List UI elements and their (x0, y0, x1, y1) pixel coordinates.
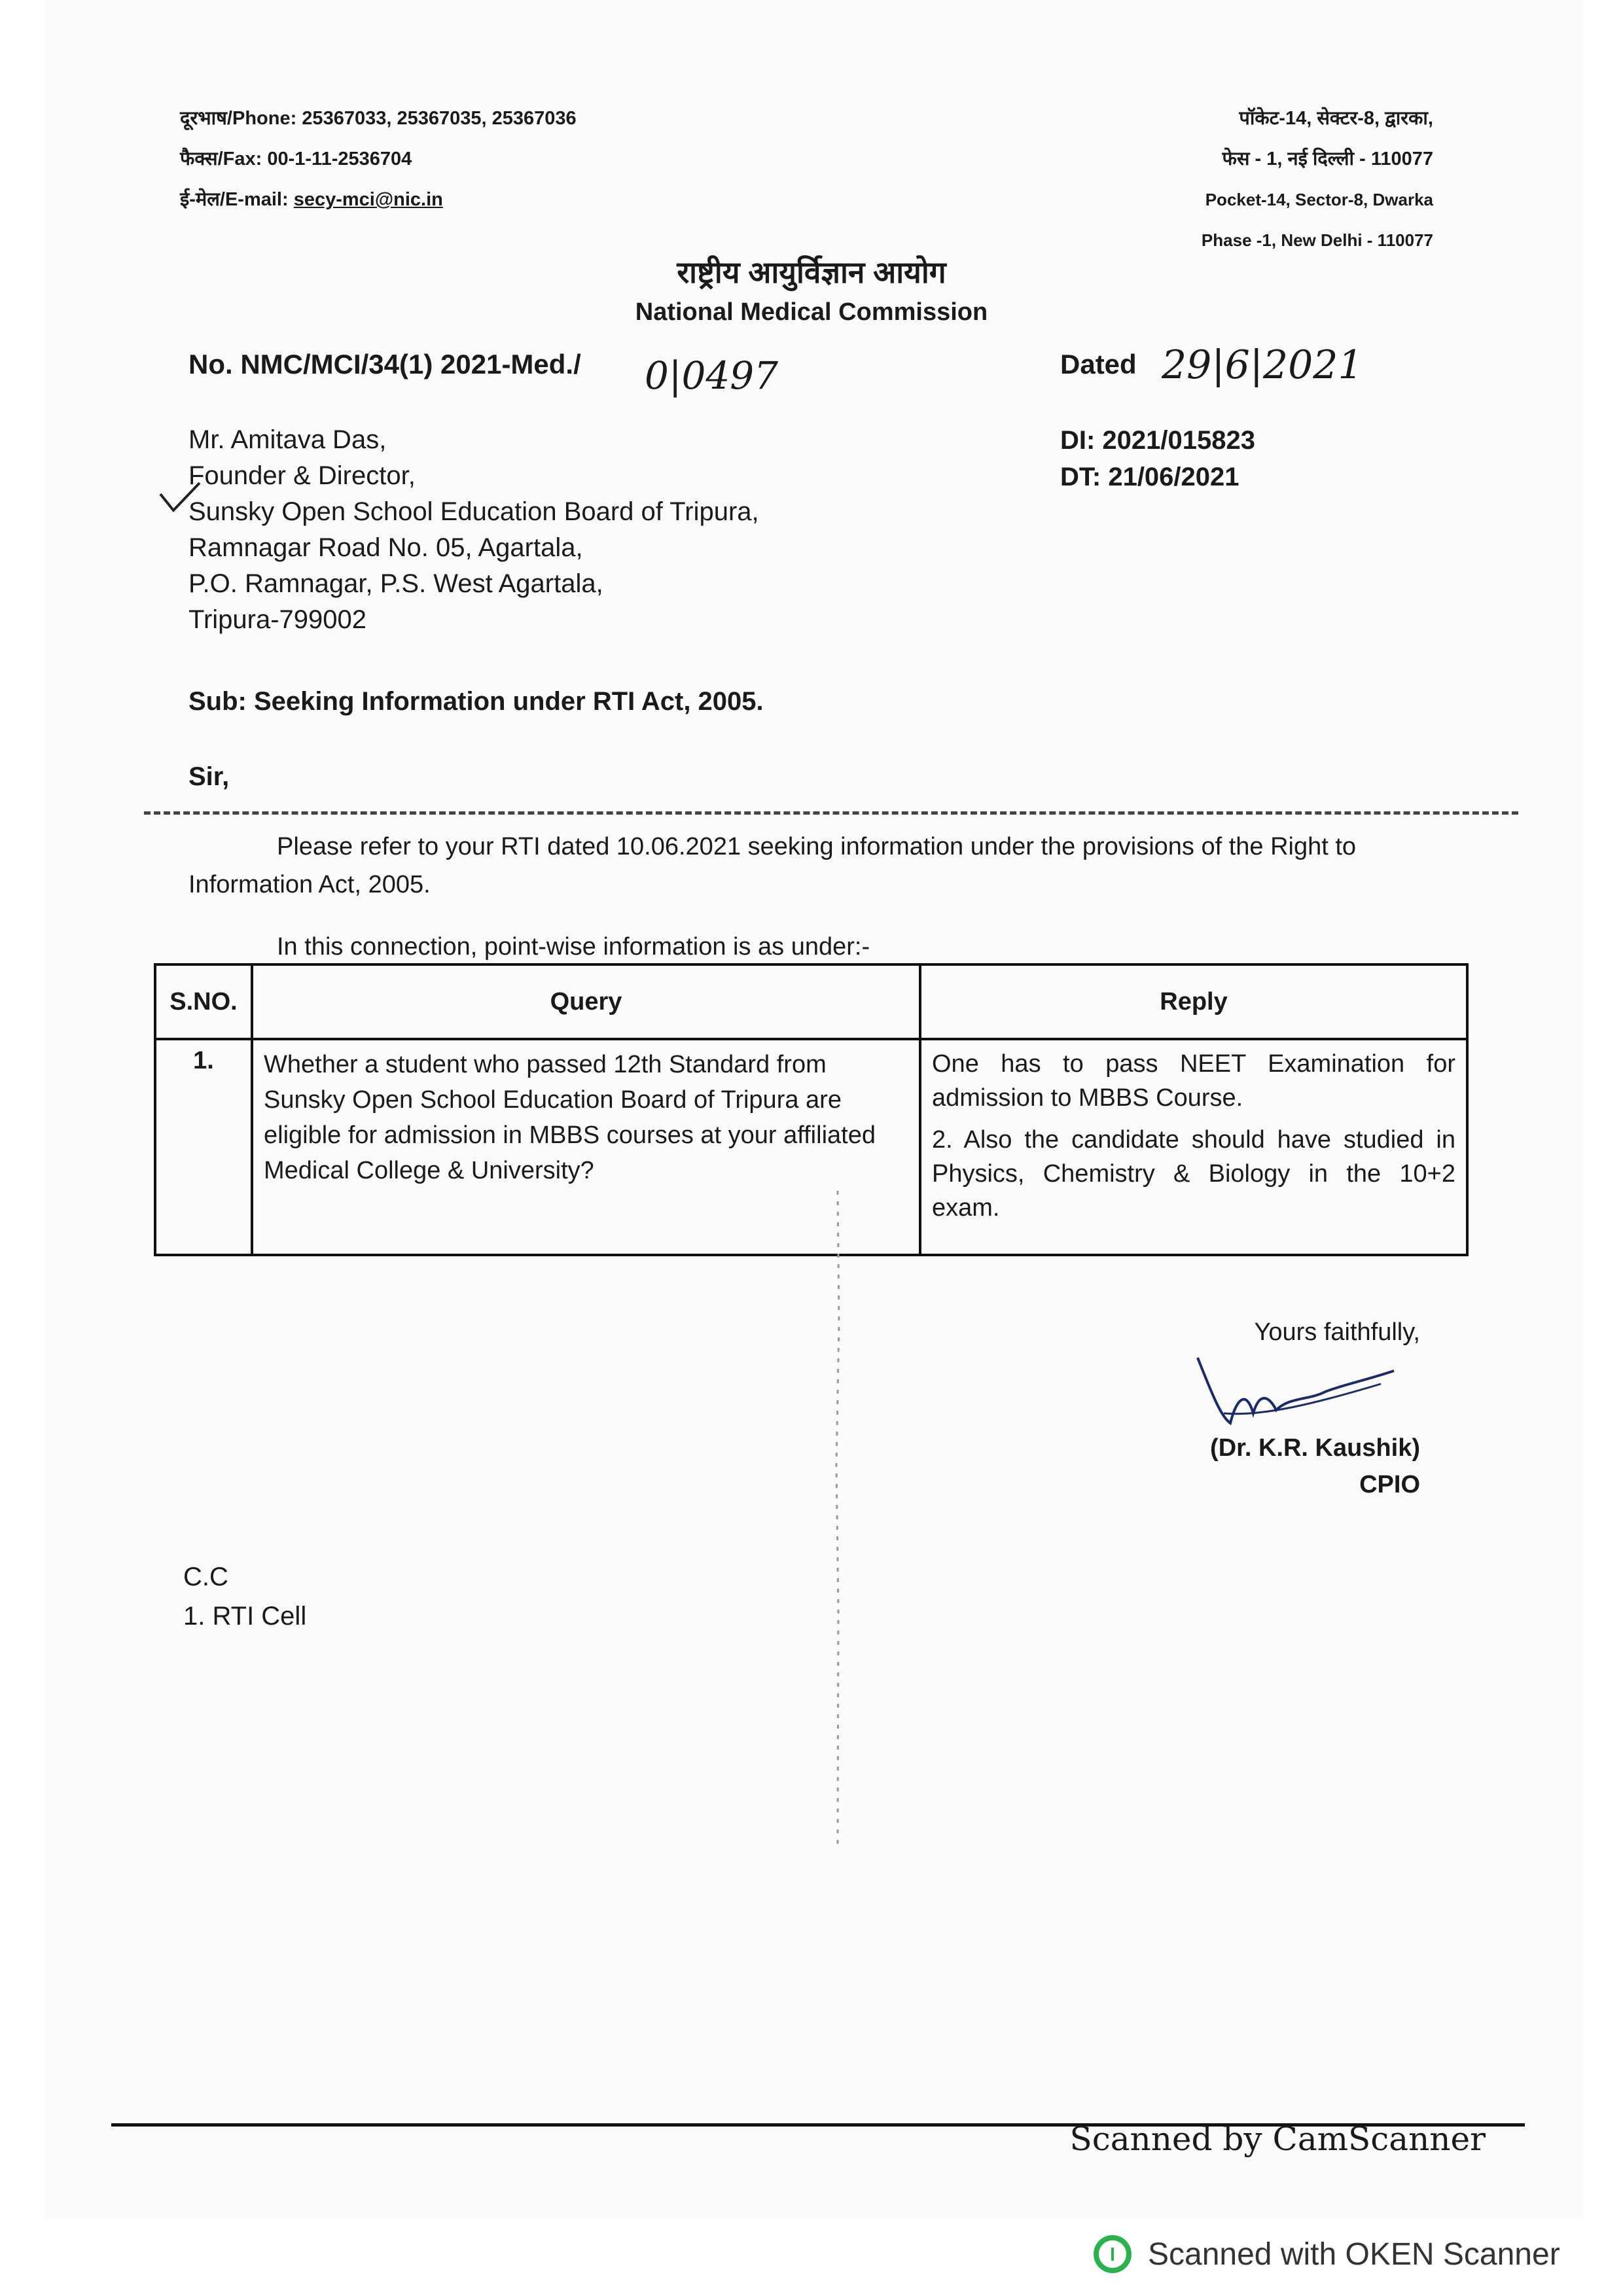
address-hindi-line-2: फेस - 1, नई दिल्ली - 110077 (1222, 149, 1433, 169)
rti-reply-table (154, 963, 1469, 1256)
table-row (155, 1039, 1467, 1255)
column-header-sno: S.NO. (155, 964, 252, 1039)
addressee-state: Tripura-799002 (188, 605, 367, 634)
addressee-organization: Sunsky Open School Education Board of Tripura, (188, 497, 759, 526)
signatory-name: (Dr. K.R. Kaushik) (1210, 1434, 1420, 1462)
cc-label: C.C (183, 1563, 228, 1591)
email-line (180, 179, 577, 220)
signature-icon (1185, 1351, 1400, 1443)
cc-item: 1. RTI Cell (183, 1602, 307, 1631)
subject-line: Sub: Seeking Information under RTI Act, 2005. (188, 687, 764, 716)
scan-artifact-fold-mark (818, 1191, 857, 1845)
oken-logo-icon (1093, 2234, 1132, 2274)
address-hindi-line-1: पॉकेट-14, सेक्टर-8, द्वारका, (1239, 108, 1433, 129)
oken-scanner-text: Scanned with OKEN Scanner (1148, 2236, 1560, 2272)
addressee-title: Founder & Director, (188, 461, 416, 490)
fax-line: फैक्स/Fax: 00-1-11-2536704 (180, 149, 412, 169)
org-name-english: National Medical Commission (635, 298, 988, 326)
camscanner-watermark: Scanned by CamScanner (1069, 2120, 1486, 2158)
scan-artifact-divider (144, 811, 1518, 815)
cc-block (183, 1557, 306, 1636)
reply-point-1: One has to pass NEET Examination for admission to MBBS Course. (932, 1050, 1455, 1112)
diary-number: DI: 2021/015823 (1060, 426, 1256, 455)
organization-title (0, 252, 1623, 332)
dated-label: Dated (1060, 349, 1137, 380)
column-header-query: Query (252, 964, 920, 1039)
address-english-line-1: Pocket-14, Sector-8, Dwarka (1205, 190, 1433, 209)
column-header-reply: Reply (920, 964, 1467, 1039)
addressee-block (188, 422, 759, 638)
handwritten-reference-number: 0|0497 (645, 353, 779, 398)
diary-info (1060, 422, 1255, 495)
office-address-block (1202, 98, 1433, 260)
addressee-po: P.O. Ramnagar, P.S. West Agartala, (188, 569, 603, 598)
row-query: Whether a student who passed 12th Standard from Sunsky Open School Education Board of Tripura are eligible for admission in MBBS courses at your affiliated Medical College & University? (252, 1039, 920, 1255)
org-name-hindi: राष्ट्रीय आयुर्विज्ञान आयोग (677, 255, 946, 289)
reply-point-2: 2. Also the candidate should have studied in Physics, Chemistry & Biology in the 10+2 exam. (932, 1126, 1455, 1222)
row-sno: 1. (155, 1039, 252, 1255)
addressee-name: Mr. Amitava Das, (188, 425, 387, 454)
table-header-row (155, 964, 1467, 1039)
valediction: Yours faithfully, (1254, 1318, 1420, 1346)
contact-block (180, 98, 577, 220)
body-paragraph-1: Please refer to your RTI dated 10.06.2021 seeking information under the provisions of the Right to Information Act, 2005. (188, 833, 1357, 898)
reference-number: No. NMC/MCI/34(1) 2021-Med./ (188, 349, 581, 380)
addressee-road: Ramnagar Road No. 05, Agartala, (188, 533, 583, 562)
oken-scanner-badge (1093, 2231, 1560, 2277)
signatory-designation: CPIO (1359, 1471, 1420, 1498)
body-paragraph-2: In this connection, point-wise information is as under:- (277, 933, 870, 961)
email-link[interactable]: secy-mci@nic.in (293, 189, 443, 210)
address-english-line-2: Phase -1, New Delhi - 110077 (1201, 230, 1433, 250)
phone-line: दूरभाष/Phone: 25367033, 25367035, 25367036 (180, 108, 577, 129)
handwritten-date: 29|6|2021 (1162, 342, 1363, 388)
diary-date: DT: 21/06/2021 (1060, 463, 1240, 491)
email-label: ई-मेल/E-mail: (180, 189, 289, 210)
row-reply (920, 1039, 1467, 1255)
signatory-block (1210, 1430, 1420, 1503)
salutation: Sir, (188, 762, 230, 791)
